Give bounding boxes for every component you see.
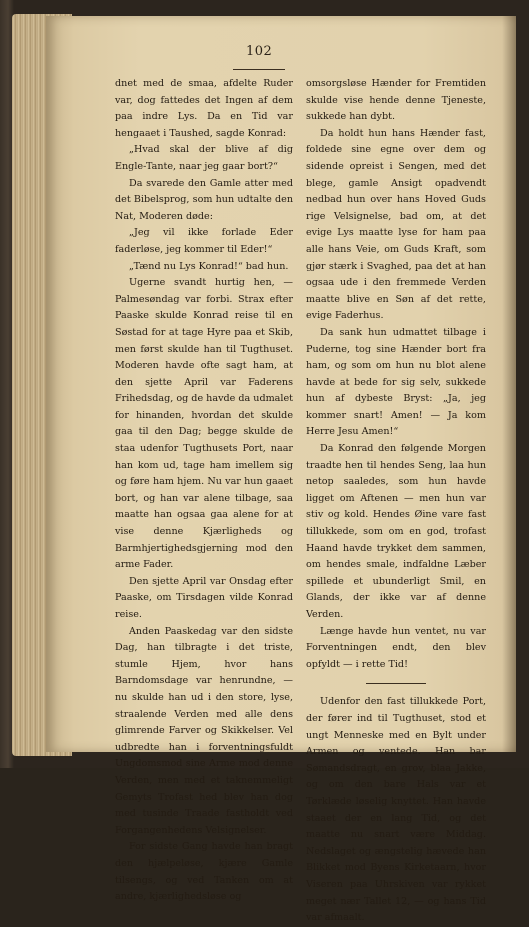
paragraph: dnet med de smaa, afdelte Ruder var, dog fattedes det Ingen af dem paa indre Lys. Da en Tid var hengaaet i Taushed, sagde Konrad: [115, 78, 293, 139]
header-rule [233, 69, 285, 70]
paragraph: Den sjette April var Onsdag efter Paaske, om Tirsdagen vilde Konrad reise. [115, 575, 293, 620]
paragraph: Anden Paaskedag var den sidste Dag, han tilbragte i det triste, stumle Hjem, hvor hans Barndomsdage var henrundne, — nu skulde han ud i den store, lyse, straalende Verden med alle dens glimrende Farver og Skikkelser. Vel udbredte han i forventningsfuldt Ungdomsmod sine Arme mod denne Verden, men med et taknemmeligt Gemyts Trofast hed blev han dog med tusinde Traade fastholdt ved Forgangenhedens Velsignelser. [115, 625, 293, 836]
paragraph: Da sank hun udmattet tilbage i Puderne, tog sine Hænder bort fra ham, og som om hun nu blot alene havde at bede for sig selv, sukkede hun af dybeste Bryst: „Ja, jeg kommer snart! Amen! — Ja kom Herre Jesu Amen!“ [306, 326, 486, 438]
paragraph: „Jeg vil ikke forlade Eder faderløse, jeg kommer til Eder!“ [115, 227, 293, 255]
right-column-bottom [306, 694, 486, 926]
page-number: 102 [246, 44, 273, 59]
left-column [115, 76, 293, 906]
paragraph: Da holdt hun hans Hænder fast, foldede sine egne over dem og sidende opreist i Sengen, med det blege, gamle Ansigt opadvendt nedbad hun over hans Hoved Guds rige Velsignelse, bad om, at det evige Lys maatte lyse for ham paa alle hans Veie, om Guds Kraft, som gjør stærk i Svaghed, paa det at han ogsaa ude i den fremmede Verden maatte blive en Søn af det rette, evige Faderhus. [306, 127, 486, 322]
spine-shadow [502, 16, 516, 752]
paragraph: omsorgsløse Hænder for Fremtiden skulde vise hende denne Tjeneste, sukkede han dybt. [306, 78, 486, 123]
paragraph: „Tænd nu Lys Konrad!“ bad hun. [129, 260, 289, 272]
right-column-top [306, 76, 486, 673]
paragraph: Længe havde hun ventet, nu var Forventningen endt, den blev opfyldt — i rette Tid! [306, 625, 486, 670]
paragraph: „Hvad skal der blive af dig Engle-Tante, naar jeg gaar bort?“ [115, 144, 293, 172]
section-divider [366, 683, 426, 684]
paragraph: Da Konrad den følgende Morgen traadte hen til hendes Seng, laa hun netop saaledes, som hun havde ligget om Aftenen — men hun var stiv og kold. Hendes Øine vare fast tillukkede, som om en god, trofast Haand havde trykket dem sammen, om hendes smale, indfaldne Læber spillede et ubunderligt Smil, en Glands, der ikke var af denne Verden. [306, 443, 486, 620]
paragraph: Udenfor den fast tillukkede Port, der fører ind til Tugthuset, stod et ungt Menneske med en Bylt under Armen og ventede. Han bar Sømandsdragt, en grov, blaa Jakke, og om den bare Hals var et Tørklæde løselig knyttet. Han havde staaet der en lang Tid, og det maatte nu snart være Middag. Nedslaget og ængstelig hævede han Blikket mod Byens Kirketaarn, hvor Viseren paa Uhrskiven var rykket meget nær Tallet 12, — og hans Tid var afmaalt. [306, 696, 486, 924]
paragraph: Da svarede den Gamle atter med det Bibelsprog, som hun udtalte den Nat, Moderen døde: [115, 177, 293, 222]
right-column [306, 76, 486, 927]
paragraph: For sidste Gang havde han bragt den hjælpeløse, kjære Gamle tilsengs, og ved Tanken om at andre, kjærlighedsløse og [115, 841, 293, 903]
paragraph: Ugerne svandt hurtig hen, — Palmesøndag var forbi. Strax efter Paaske skulde Konrad reise til en Søstad for at tage Hyre paa et Skib, men først skulde han til Tugthuset. Moderen havde ofte sagt ham, at den sjette April var Faderens Frihedsdag, og de havde da udmalet for hinanden, hvordan det skulde gaa til den Dag; begge skulde de staa udenfor Tugthusets Port, naar han kom ud, tage ham imellem sig og føre ham hjem. Nu var hun gaaet bort, og han var alene tilbage, saa maatte han ogsaa gaa alene for at vise denne Kjærligheds og Barmhjertighedsgjerning mod den arme Fader. [115, 277, 294, 571]
